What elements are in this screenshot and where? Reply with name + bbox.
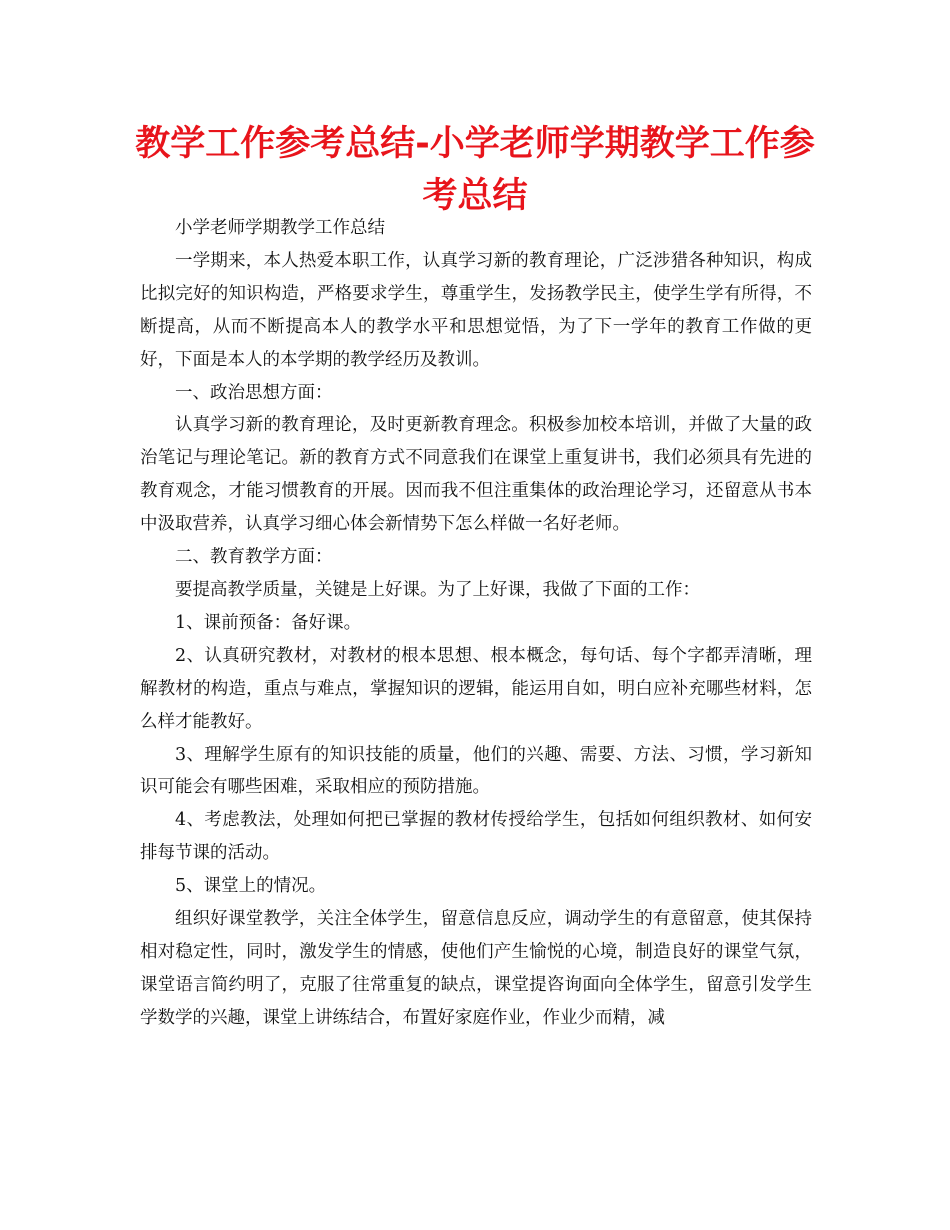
list-item-3: 3、理解学生原有的知识技能的质量，他们的兴趣、需要、方法、习惯，学习新知识可能会有哪些困难，采取相应的预防措施。 bbox=[140, 744, 812, 798]
paragraph-politics: 认真学习新的教育理论，及时更新教育理念。积极参加校本培训，并做了大量的政治笔记与理论笔记。新的教育方式不同意我们在课堂上重复讲书，我们必须具有先进的教育观念，才能习惯教育的开展。因而我不但注重集体的政治理论学习，还留意从书本中汲取营养，认真学习细心体会新情势下怎么样做一名好老师。 bbox=[140, 415, 812, 535]
list-item-2: 2、认真研究教材，对教材的根本思想、根本概念，每句话、每个字都弄清晰，理解教材的构造，重点与难点，掌握知识的逻辑，能运用自如，明白应补充哪些材料，怎么样才能教好。 bbox=[140, 645, 812, 732]
list-item-1: 1、课前预备：备好课。 bbox=[175, 612, 362, 633]
paragraph-subtitle: 小学老师学期教学工作总结 bbox=[175, 218, 385, 238]
paragraph-intro: 一学期来，本人热爱本职工作，认真学习新的教育理论，广泛涉猎各种知识，构成比拟完好的知识构造，严格要求学生，尊重学生，发扬教学民主，使学生学有所得，不断提高，从而不断提高本人的教学水平和思想觉悟，为了下一学年的教育工作做的更好，下面是本人的本学期的教学经历及教训。 bbox=[140, 250, 812, 370]
list-item-5: 5、课堂上的情况。 bbox=[175, 876, 327, 897]
list-item-4: 4、考虑教法，处理如何把已掌握的教材传授给学生，包括如何组织教材、如何安排每节课的活动。 bbox=[140, 810, 812, 864]
document-title: 教学工作参考总结-小学老师学期教学工作参考总结 bbox=[135, 124, 815, 216]
section-heading-politics: 一、政治思想方面： bbox=[175, 382, 333, 403]
paragraph-teaching-intro: 要提高教学质量，关键是上好课。为了上好课，我做了下面的工作： bbox=[175, 579, 700, 600]
paragraph-classroom: 组织好课堂教学，关注全体学生，留意信息反应，调动学生的有意留意，使其保持相对稳定性，同时，激发学生的情感，使他们产生愉悦的心境，制造良好的课堂气氛，课堂语言简约明了，克服了往常重复的缺点，课堂提咨询面向全体学生，留意引发学生学数学的兴趣，课堂上讲练结合，布置好家庭作业，作业少而精，减 bbox=[140, 909, 812, 1028]
document-body bbox=[140, 212, 812, 1035]
section-heading-teaching: 二、教育教学方面： bbox=[175, 547, 333, 568]
